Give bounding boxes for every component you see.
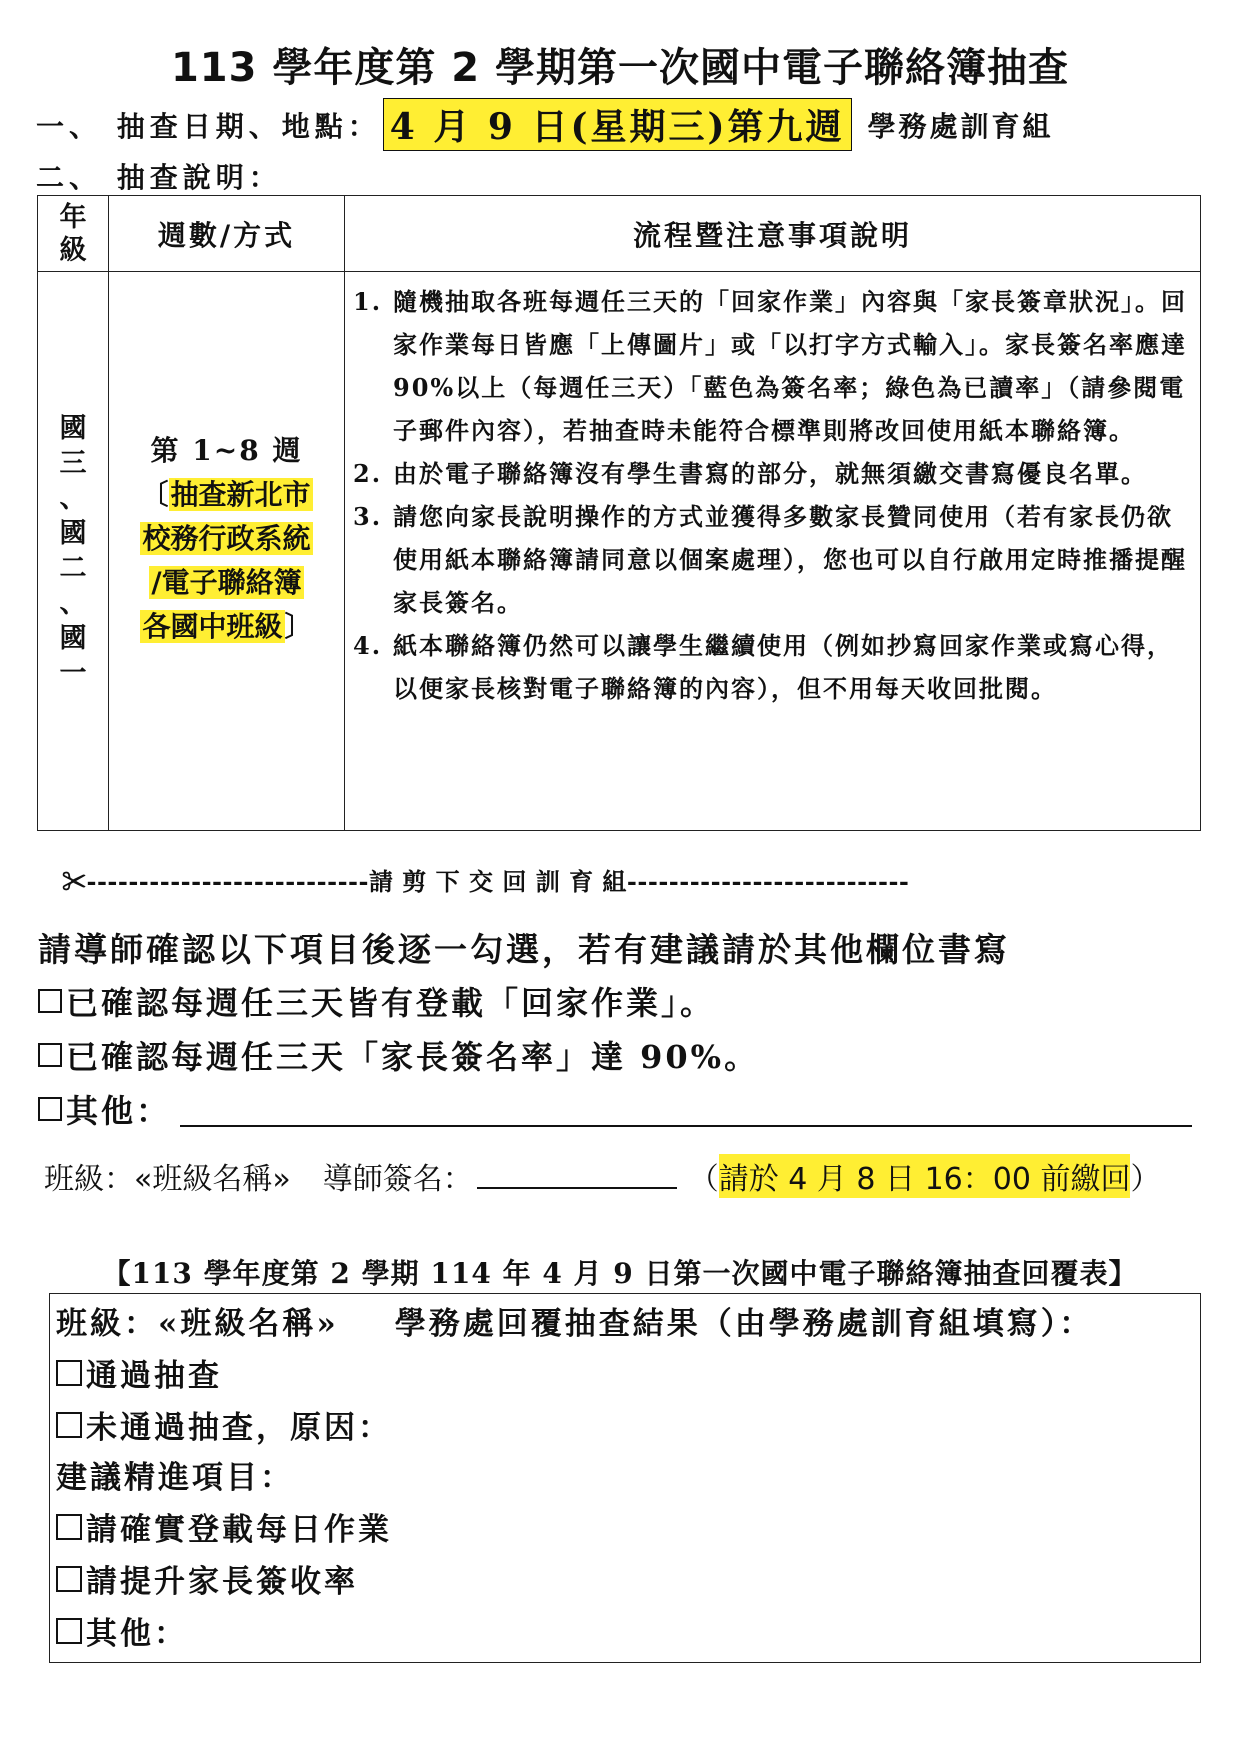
reply-result-label: 學務處回覆抽查結果（由學務處訓育組填寫）： bbox=[394, 1306, 1094, 1342]
grade-vertical-text-char: 國 bbox=[59, 623, 87, 654]
header-grade bbox=[38, 196, 109, 272]
signature-line: 班級：«班級名稱» 導師簽名： （ 請於 4 月 8 日 16：00 前繳回 ） bbox=[44, 1154, 1160, 1198]
inspection-table bbox=[37, 195, 1201, 831]
checkbox-icon[interactable] bbox=[56, 1360, 82, 1386]
header-flow: 流程暨注意事項說明 bbox=[345, 196, 1201, 272]
checkbox-icon[interactable] bbox=[56, 1618, 82, 1644]
grade-vertical-text-char: 國 bbox=[59, 413, 87, 444]
date-location-line bbox=[36, 98, 1054, 151]
checkbox-icon[interactable] bbox=[38, 1043, 62, 1067]
week-bracket-close: 〕 bbox=[284, 610, 313, 643]
reply-title: 【113 學年度第 2 學期 114 年 4 月 9 日第一次國中電子聯絡簿抽查回覆表】 bbox=[102, 1257, 1138, 1290]
reply-suggest-other[interactable]: 其他： bbox=[56, 1608, 188, 1653]
teacher-signature-field[interactable] bbox=[477, 1157, 677, 1189]
confirm-instruction: 請導師確認以下項目後逐一勾選，若有建議請於其他欄位書寫 bbox=[38, 930, 1010, 969]
checkbox-icon[interactable] bbox=[38, 1097, 62, 1121]
reply-form bbox=[49, 1293, 1201, 1663]
other-write-line[interactable] bbox=[180, 1125, 1192, 1127]
reply-header-line bbox=[56, 1298, 1093, 1343]
grade-vertical-text bbox=[38, 411, 108, 691]
section2-label: 二、 抽查說明： bbox=[36, 161, 282, 194]
reply-pass[interactable]: 通過抽查 bbox=[56, 1350, 222, 1395]
header-grade-text-char: 年 bbox=[59, 201, 87, 233]
grade-vertical-text-char: 一 bbox=[59, 658, 87, 689]
checkbox-icon[interactable] bbox=[56, 1514, 82, 1540]
week-cell bbox=[109, 272, 345, 831]
flow-item-2: 2. 由於電子聯絡簿沒有學生書寫的部分，就無須繳交書寫優良名單。 bbox=[353, 459, 1147, 488]
checkbox-icon[interactable] bbox=[38, 989, 62, 1013]
class-label: 班級：«班級名稱» bbox=[44, 1162, 291, 1197]
reply-fail[interactable]: 未通過抽查，原因： bbox=[56, 1402, 392, 1447]
reply-suggest-label: 建議精進項目： bbox=[56, 1460, 294, 1496]
header-grade-text bbox=[38, 201, 108, 267]
week-method-1: 抽查新北市 bbox=[170, 478, 311, 511]
reply-class-label: 班級：«班級名稱» bbox=[56, 1306, 339, 1342]
reply-suggest-signature[interactable]: 請提升家長簽收率 bbox=[56, 1556, 358, 1601]
teacher-label: 導師簽名： bbox=[322, 1162, 473, 1197]
page-title: 113 學年度第 2 學期第一次國中電子聯絡簿抽查 bbox=[170, 45, 1070, 91]
week-method-4: 各國中班級 bbox=[142, 610, 283, 643]
header-grade-text-char: 級 bbox=[59, 234, 87, 266]
grade-vertical-text-char: 三 bbox=[59, 448, 87, 479]
grade-vertical-text-char: 、 bbox=[59, 588, 87, 619]
grade-vertical-text-char: 國 bbox=[59, 518, 87, 549]
scissors-icon: ✂ bbox=[62, 867, 87, 896]
grade-cell bbox=[38, 272, 109, 831]
grade-vertical-text-char: 、 bbox=[59, 483, 87, 514]
flow-cell bbox=[345, 272, 1201, 831]
week-method-3: /電子聯絡簿 bbox=[151, 566, 302, 599]
week-bracket-open: 〔 bbox=[140, 478, 169, 511]
confirm-item-signature-rate[interactable]: 已確認每週任三天「家長簽名率」達 90%。 bbox=[38, 1032, 759, 1078]
cut-line-text: ---------------------------請 剪 下 交 回 訓 育 組--------------------------- bbox=[86, 867, 910, 896]
grade-vertical-text-char: 二 bbox=[59, 553, 87, 584]
checkbox-icon[interactable] bbox=[56, 1412, 82, 1438]
cut-line bbox=[62, 862, 909, 897]
date-value: 4 月 9 日(星期三)第九週 bbox=[383, 98, 852, 151]
reply-suggest-homework[interactable]: 請確實登載每日作業 bbox=[56, 1504, 392, 1549]
location: 學務處訓育組 bbox=[867, 109, 1054, 143]
week-range: 第 1~8 週 bbox=[150, 434, 303, 467]
flow-item-1: 1. 隨機抽取各班每週任三天的「回家作業」內容與「家長簽章狀況」。回家作業每日皆應「上傳圖片」或「以打字方式輸入」。家長簽名率應達 90%以上（每週任三天）「藍色為簽名率；綠色為已讀率」（請參閱電子郵件內容），若抽查時未能符合標準則將改回使用紙本聯絡簿。 bbox=[353, 287, 1187, 445]
week-method-2: 校務行政系統 bbox=[142, 522, 311, 555]
confirm-item-homework[interactable]: 已確認每週任三天皆有登載「回家作業」。 bbox=[38, 978, 715, 1024]
flow-item-3: 3. 請您向家長說明操作的方式並獲得多數家長贊同使用（若有家長仍欲使用紙本聯絡簿請同意以個案處理），您也可以自行啟用定時推播提醒家長簽名。 bbox=[353, 502, 1187, 617]
deadline: 請於 4 月 8 日 16：00 前繳回 bbox=[719, 1154, 1131, 1198]
flow-item-4: 4. 紙本聯絡簿仍然可以讓學生繼續使用（例如抄寫回家作業或寫心得，以便家長核對電子聯絡簿的內容），但不用每天收回批閱。 bbox=[353, 631, 1173, 703]
header-week: 週數/方式 bbox=[109, 196, 345, 272]
confirm-item-other[interactable]: 其他： bbox=[38, 1086, 171, 1132]
checkbox-icon[interactable] bbox=[56, 1566, 82, 1592]
date-label: 一、 抽查日期、地點： bbox=[36, 109, 381, 143]
